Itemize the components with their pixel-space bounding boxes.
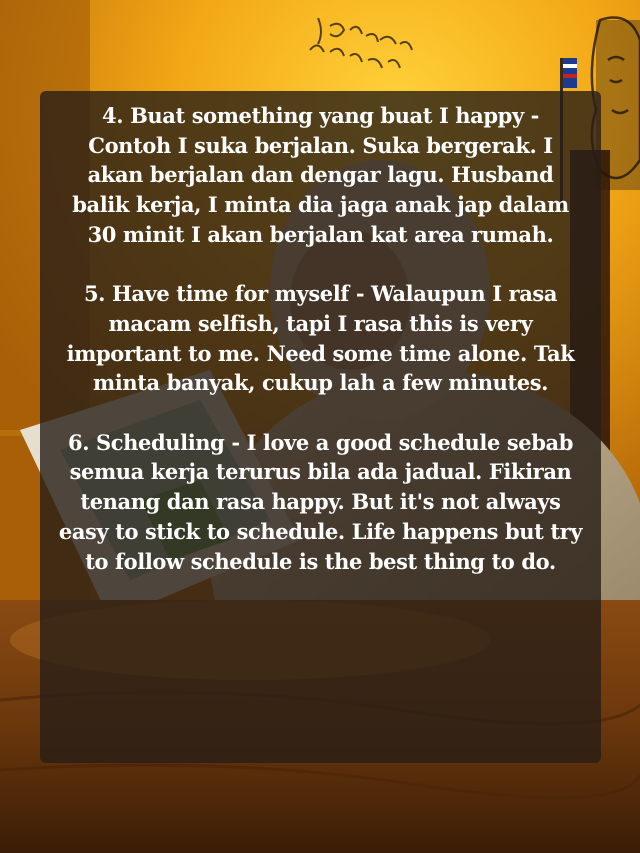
tip-paragraph-4: 4. Buat something yang buat I happy - Contoh I suka berjalan. Suka bergerak. I akan berjalan dan dengar lagu. Husband balik kerja, I minta dia jaga anak jap dalam 30 minit I akan berjalan kat area rumah. xyxy=(72,103,569,247)
tip-paragraph-5: 5. Have time for myself - Walaupun I rasa macam selfish, tapi I rasa this is very important to me. Need some time alone. Tak minta banyak, cukup lah a few minutes. xyxy=(66,281,575,396)
tip-paragraph-6: 6. Scheduling - I love a good schedule sebab semua kerja terurus bila ada jadual. Fikiran tenang dan rasa happy. But it's not always easy to stick to schedule. Life happens but try to follow schedule is the best thing to do. xyxy=(58,429,583,574)
text-overlay-card xyxy=(40,91,601,763)
